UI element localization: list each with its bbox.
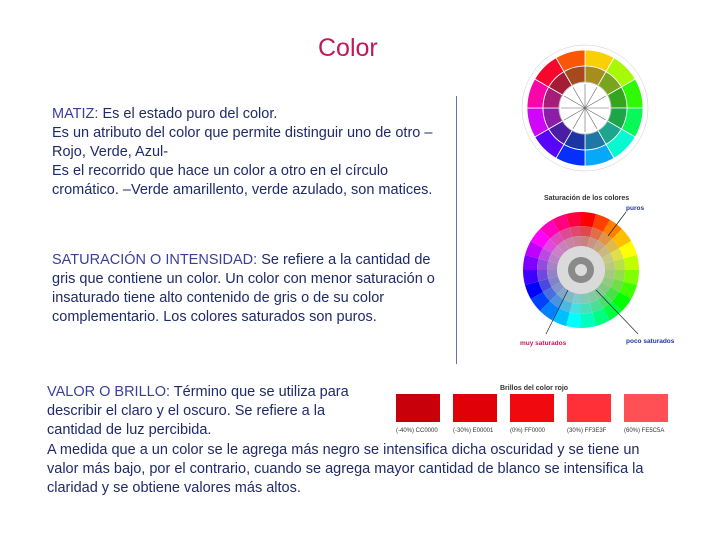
brillo-swatch-label: (-40%) CC0000 [396,428,438,434]
brillo-swatch-label: (30%) FF3E3F [567,428,607,434]
page-title: Color [318,34,378,62]
valor-extra: A medida que a un color se le agrega más negro se intensifica dicha oscuridad y se tiene un valor más bajo, por el contrario, cuando se agrega mayor cantidad de blanco se intensifica la claridad y se obtiene valores más altos. [47,442,644,496]
color-wheel-image [510,36,660,178]
valor-lead: VALOR O BRILLO: [47,384,171,400]
saturation-figure-title: Saturación de los colores [544,195,630,202]
brillo-swatch [510,394,554,422]
saturation-wheel-image [508,192,678,352]
matiz-line2: Es un atributo del color que permite distinguir uno de otro –Rojo, Verde, Azul- [52,125,433,160]
saturacion-block [52,251,452,327]
brillo-swatch-label: (0%) FF0000 [510,428,546,434]
valor-text: Término que se utiliza para describir el claro y el oscuro. Se refiere a la cantidad de luz percibida. [47,384,349,438]
valor-block [47,383,377,440]
divider-line [456,96,457,364]
matiz-block [52,105,452,200]
matiz-lead: MATIZ: [52,106,99,122]
saturacion-text: Se refiere a la cantidad de gris que contiene un color. Un color con menor saturación o insaturado tiene alto contenido de gris o de su color complementario. Los colores saturados son puros. [52,252,435,325]
brillos-image [392,380,682,436]
saturacion-lead: SATURACIÓN O INTENSIDAD: [52,252,258,268]
label-puros: puros [626,205,645,212]
brillo-swatch [624,394,668,422]
brillo-swatch [396,394,440,422]
brillo-swatch-label: (60%) FE5C5A [624,428,665,434]
matiz-text: Es el estado puro del color. [98,106,278,122]
label-muy-saturados: muy saturados [520,340,567,347]
brillos-title: Brillos del color rojo [500,385,569,392]
brillo-swatch-label: (-30%) E00001 [453,428,494,434]
brillo-swatch [453,394,497,422]
brillo-swatch [567,394,611,422]
label-poco-saturados: poco saturados [626,338,675,345]
matiz-line3: Es el recorrido que hace un color a otro en el círculo cromático. –Verde amarillento, verde azulado, son matices. [52,163,433,198]
